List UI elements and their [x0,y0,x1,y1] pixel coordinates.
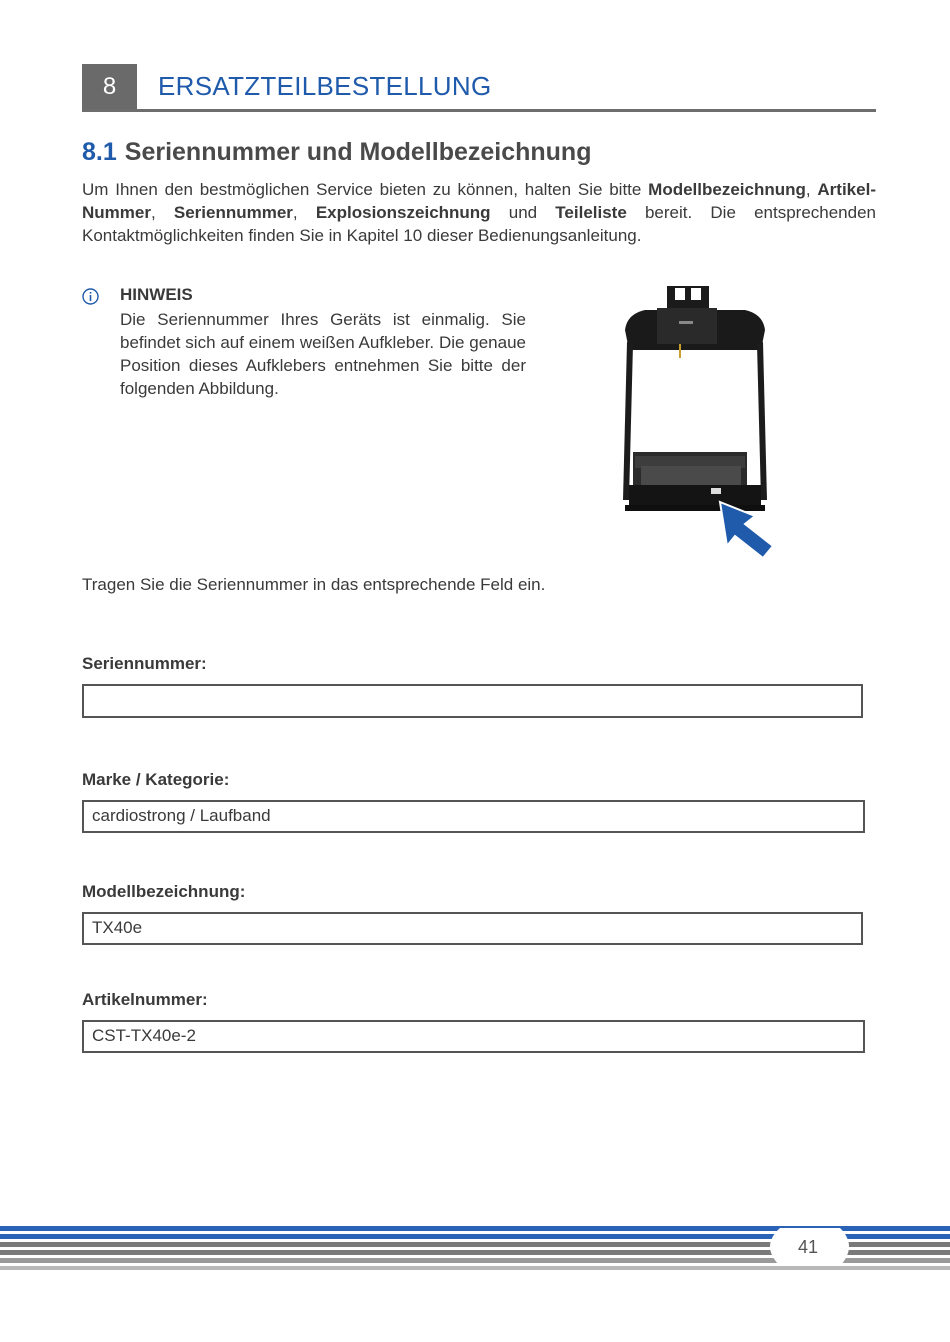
intro-text: , [805,180,818,199]
article-field[interactable]: CST-TX40e-2 [82,1020,865,1053]
page-number: 41 [797,1237,819,1257]
intro-text: , [150,203,174,222]
section-number: 8.1 [82,138,117,166]
intro-text: Um Ihnen den bestmöglichen Service bieten zu können, halten Sie bitte [82,180,649,199]
instruction-text: Tragen Sie die Seriennummer in das entsprechende Feld ein. [82,575,546,594]
section-title [82,138,591,167]
chapter-header [82,64,876,112]
article-label: Artikelnummer: [82,990,208,1009]
intro-bold-explosion: Explosionszeichnung [315,203,491,222]
model-label: Modellbezeichnung: [82,882,246,901]
brand-label: Marke / Kategorie: [82,770,230,789]
treadmill-image [605,280,785,565]
chapter-number: 8 [82,64,137,109]
serial-field[interactable] [82,684,863,718]
intro-text: bereit. Die entsprechenden Kontaktmöglichkeiten finden Sie in Kapitel 10 dieser Bedienungsanleitung. [82,203,877,245]
intro-bold-article: Artikel-Nummer [82,180,876,222]
chapter-title: ERSATZTEILBESTELLUNG [158,71,492,101]
section-title-text: Seriennummer und Modellbezeichnung [124,138,592,166]
intro-text: , [292,203,316,222]
note-title: HINWEIS [120,285,193,304]
info-icon [82,288,99,305]
serial-label: Seriennummer: [82,654,207,673]
note-text: Die Seriennummer Ihres Geräts ist einmalig. Sie befindet sich auf einem weißen Aufkleber. Die genaue Position dieses Aufklebers entnehmen Sie bitte der folgenden Abbildung. [120,310,526,398]
brand-field[interactable]: cardiostrong / Laufband [82,800,865,833]
intro-bold-serial: Seriennummer [173,203,293,222]
intro-bold-model: Modellbezeichnung [648,180,806,199]
intro-bold-parts: Teileliste [555,203,627,222]
intro-text: und [490,203,556,222]
model-field[interactable]: TX40e [82,912,863,945]
intro-paragraph [82,178,876,247]
